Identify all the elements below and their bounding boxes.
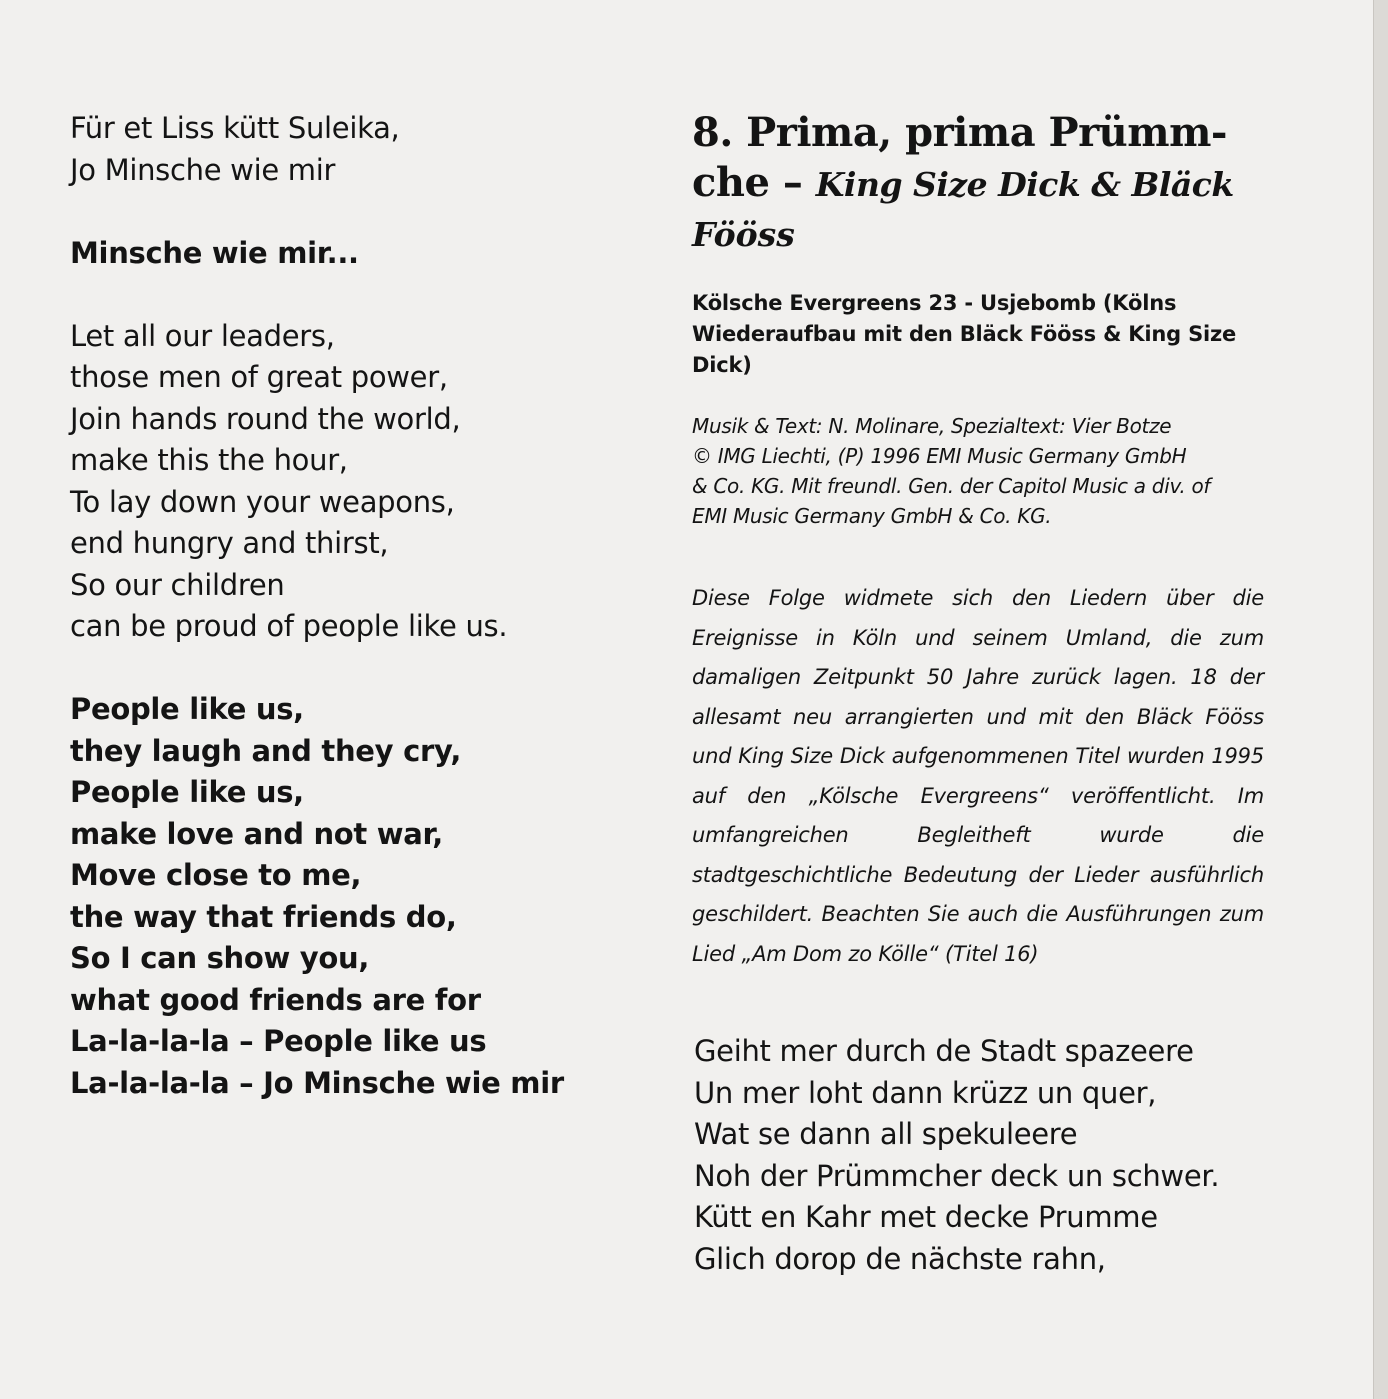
lyric-line: So our children <box>70 567 285 602</box>
description: Diese Folge widmete sich den Liedern über die Ereignisse in Köln und seinem Umland, die zum damaligen Zeitpunkt 50 Jahre zurück lagen. 18 der allesamt neu arrangierten und mit den Bläck Fööss und King Size Dick aufgenommenen Titel wurden 1995 auf den „Kölsche Evergreens“ veröffentlicht. Im umfangreichen Begleitheft wurde die stadtgeschichtliche Bedeutung der Lieder ausführlich geschildert. Beachten Sie auch die Ausführungen zum Lied „Am Dom zo Kölle“ (Titel 16) <box>692 586 1264 966</box>
lyric-line: make this the hour, <box>70 443 348 477</box>
chorus-line: what good friends are for <box>70 982 481 1017</box>
chorus-line: La-la-la-la – Jo Minsche wie mir <box>70 1065 564 1100</box>
right-info-column <box>692 108 1272 974</box>
left-lyrics-column <box>70 108 670 1104</box>
credit-line: EMI Music Germany GmbH & Co. KG. <box>692 504 1052 528</box>
credits <box>692 411 1272 531</box>
lyric-line: Glich dorop de nächste rahn, <box>694 1241 1106 1276</box>
chorus-line: make love and not war, <box>70 816 444 851</box>
chorus-line: Move close to me, <box>70 858 362 892</box>
lyric-line: Let all our leaders, <box>70 318 335 353</box>
chorus-line: La-la-la-la – People like us <box>70 1024 487 1058</box>
credit-line: & Co. KG. Mit freundl. Gen. der Capitol Music a div. of <box>692 474 1211 498</box>
lyric-line: Kütt en Kahr met decke Prumme <box>694 1200 1158 1234</box>
album-info: Kölsche Evergreens 23 - Usjebomb (Kölns Wiederaufbau mit den Bläck Fööss & King Size Dick) <box>692 291 1237 377</box>
song-title-line-2 <box>692 158 1272 210</box>
lyric-line: can be proud of people like us. <box>70 609 508 643</box>
lyric-line: To lay down your weapons, <box>70 484 455 519</box>
chorus-line: the way that friends do, <box>70 899 457 934</box>
chorus-line: People like us, <box>70 775 304 809</box>
credit-line: Musik & Text: N. Molinare, Spezialtext: Vier Botze <box>692 414 1172 438</box>
lyric-line: those men of great power, <box>70 360 448 394</box>
chorus-line: they laugh and they cry, <box>70 733 462 768</box>
lyric-line: end hungry and thirst, <box>70 526 389 560</box>
lyric-line: Join hands round the world, <box>70 401 461 436</box>
song-artist-line: Fööss <box>692 215 795 254</box>
lyric-line: Un mer loht dann krüzz un quer, <box>694 1075 1157 1110</box>
lyric-line: Noh der Prümmcher deck un schwer. <box>694 1158 1220 1193</box>
lyric-line: Jo Minsche wie mir <box>70 152 336 187</box>
song-title <box>692 108 1272 210</box>
song-title-line-1: 8. Prima, prima Prümm- <box>692 109 1228 156</box>
lyric-line: Geiht mer durch de Stadt spazeere <box>694 1034 1194 1068</box>
right-lyrics <box>694 1031 1274 1280</box>
chorus-line: People like us, <box>70 692 304 726</box>
song-title-prefix: che – <box>692 159 816 206</box>
chorus-line: So I can show you, <box>70 941 370 975</box>
refrain-line: Minsche wie mir... <box>70 235 359 270</box>
lyric-line: Wat se dann all spekuleere <box>694 1117 1078 1151</box>
song-artist-part: King Size Dick & Bläck <box>815 165 1234 204</box>
credit-line: © IMG Liechti, (P) 1996 EMI Music Germany GmbH <box>692 444 1187 468</box>
lyric-line: Für et Liss kütt Suleika, <box>70 111 400 145</box>
page-edge <box>1373 0 1388 1399</box>
